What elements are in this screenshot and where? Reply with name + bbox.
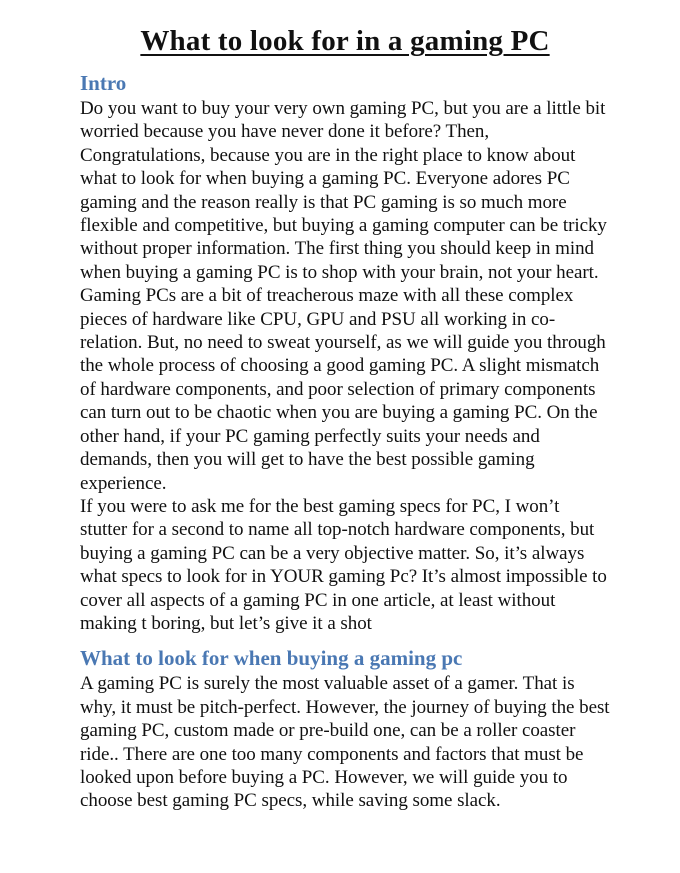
section-what-to-look-for <box>80 645 610 812</box>
what-to-look-for-paragraph-1: A gaming PC is surely the most valuable asset of a gamer. That is why, it must be pitch-perfect. However, the journey of buying the best gaming PC, custom made or pre-build one, can be a roller coaster ride.. There are one too many components and factors that must be looked upon before buying a PC. However, we will guide you to choose best gaming PC specs, while saving some slack. <box>80 673 610 812</box>
intro-paragraph-2: Gaming PCs are a bit of treacherous maze with all these complex pieces of hardware like CPU, GPU and PSU all working in co-relation. But, no need to sweat yourself, as we will guide you through the whole process of choosing a good gaming PC. A slight mismatch of hardware components, and poor selection of primary components can turn out to be chaotic when you are buying a gaming PC. On the other hand, if your PC gaming perfectly suits your needs and demands, then you will get to have the best possible gaming experience. <box>80 285 606 494</box>
intro-paragraph-1: Do you want to buy your very own gaming PC, but you are a little bit worried because you have never done it before? Then, Congratulations, because you are in the right place to know about what to look for when buying a gaming PC. Everyone adores PC gaming and the reason really is that PC gaming is so much more flexible and competitive, but buying a gaming computer can be tricky without proper information. The first thing you should keep in mind when buying a gaming PC is to shop with your brain, not your heart. <box>80 98 607 283</box>
intro-paragraph-3: If you were to ask me for the best gaming specs for PC, I won’t stutter for a second to name all top-notch hardware components, but buying a gaming PC can be a very objective matter. So, it’s always what specs to look for in YOUR gaming Pc? It’s almost impossible to cover all aspects of a gaming PC in one article, at least without making t boring, but let’s give it a shot <box>80 495 607 634</box>
section-intro <box>80 70 610 635</box>
document-title: What to look for in a gaming PC <box>140 25 550 57</box>
section-heading-what-to-look-for: What to look for when buying a gaming pc <box>80 646 463 671</box>
section-heading-intro: Intro <box>80 71 127 95</box>
